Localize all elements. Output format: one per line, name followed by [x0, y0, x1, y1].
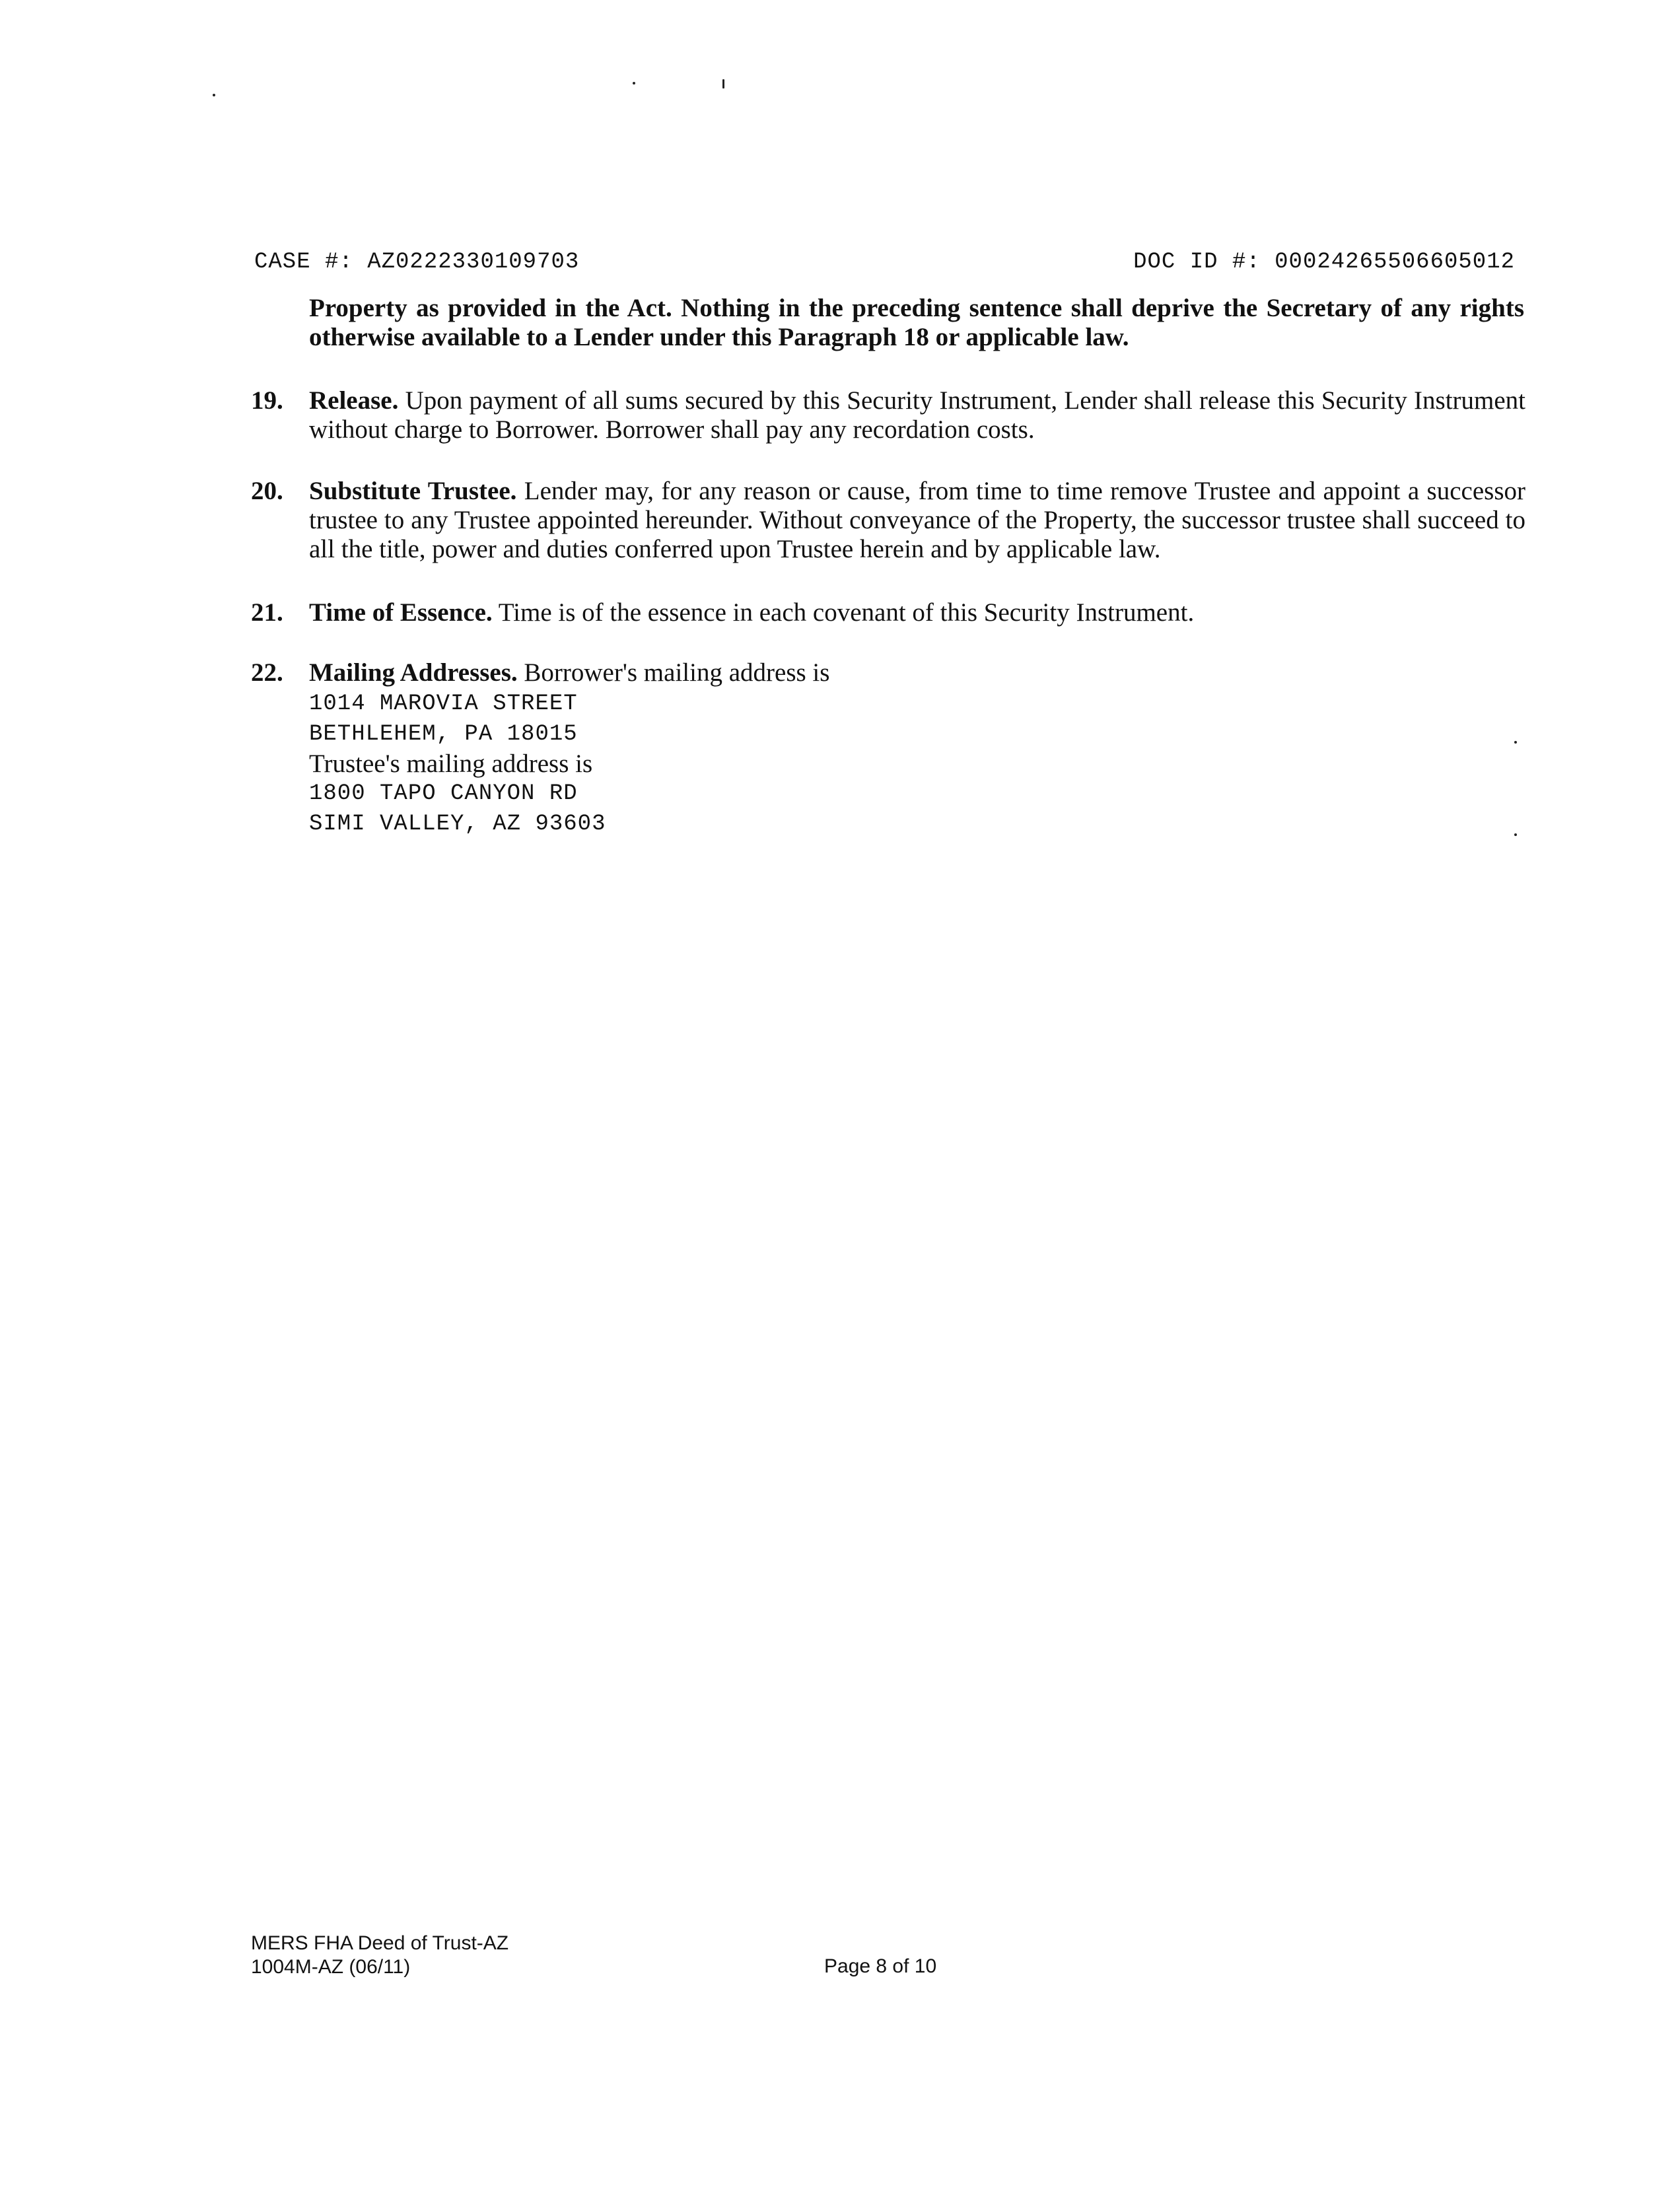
- trustee-address-line-2: SIMI VALLEY, AZ 93603: [309, 812, 606, 837]
- paragraph-title: Time of Essence.: [309, 598, 493, 627]
- paragraph-body: [309, 386, 1525, 444]
- paragraph-title: Substitute Trustee.: [309, 477, 517, 505]
- borrower-address-line-1: 1014 MAROVIA STREET: [309, 691, 578, 716]
- paragraph-body: [309, 658, 1525, 839]
- borrower-address-line-2: BETHLEHEM, PA 18015: [309, 722, 578, 747]
- paragraph-release: [251, 386, 1525, 444]
- page-number: Page 8 of 10: [824, 1955, 937, 1977]
- paragraph-number: 20.: [251, 477, 283, 505]
- paragraph-substitute-trustee: [251, 477, 1525, 564]
- paragraph-body: [309, 477, 1525, 564]
- paragraph-time-of-essence: [251, 598, 1525, 627]
- form-code: 1004M-AZ (06/11): [251, 1956, 411, 1978]
- scan-speck: [722, 79, 724, 88]
- continued-paragraph-18: Property as provided in the Act. Nothing in the preceding sentence shall deprive the Secretary of any rights otherwise available to a Lender under this Paragraph 18 or applicable law.: [309, 294, 1524, 351]
- paragraph-text: Time is of the essence in each covenant of this Security Instrument.: [498, 598, 1195, 627]
- trustee-address-line-1: 1800 TAPO CANYON RD: [309, 781, 578, 806]
- form-name: MERS FHA Deed of Trust-AZ: [251, 1932, 509, 1954]
- case-number: CASE #: AZ0222330109703: [254, 250, 580, 275]
- paragraph-number: 22.: [251, 658, 283, 687]
- paragraph-mailing-addresses: [251, 658, 1525, 839]
- paragraph-text: Lender may, for any reason or cause, from time to time remove Trustee and appoint a successor trustee to any Trustee appointed hereunder. Without conveyance of the Property, the successor trustee shall succeed to all the title, power and duties conferred upon Trustee herein and by applicable law.: [309, 477, 1525, 563]
- paragraph-text: Upon payment of all sums secured by this Security Instrument, Lender shall release this Security Instrument without charge to Borrower. Borrower shall pay any recordation costs.: [309, 386, 1526, 444]
- paragraph-title: Mailing Addresses.: [309, 658, 518, 687]
- paragraph-body: [309, 598, 1525, 627]
- footer-form-info: [251, 1932, 508, 1979]
- paragraph-title: Release.: [309, 386, 399, 415]
- paragraph-number: 21.: [251, 598, 283, 627]
- document-id: DOC ID #: 00024265506605012: [1133, 250, 1515, 275]
- scan-speck: [213, 94, 215, 96]
- trustee-address-label: Trustee's mailing address is: [309, 750, 593, 778]
- scan-speck: [633, 82, 635, 85]
- paragraph-text: Borrower's mailing address is: [524, 658, 830, 687]
- paragraph-number: 19.: [251, 386, 283, 415]
